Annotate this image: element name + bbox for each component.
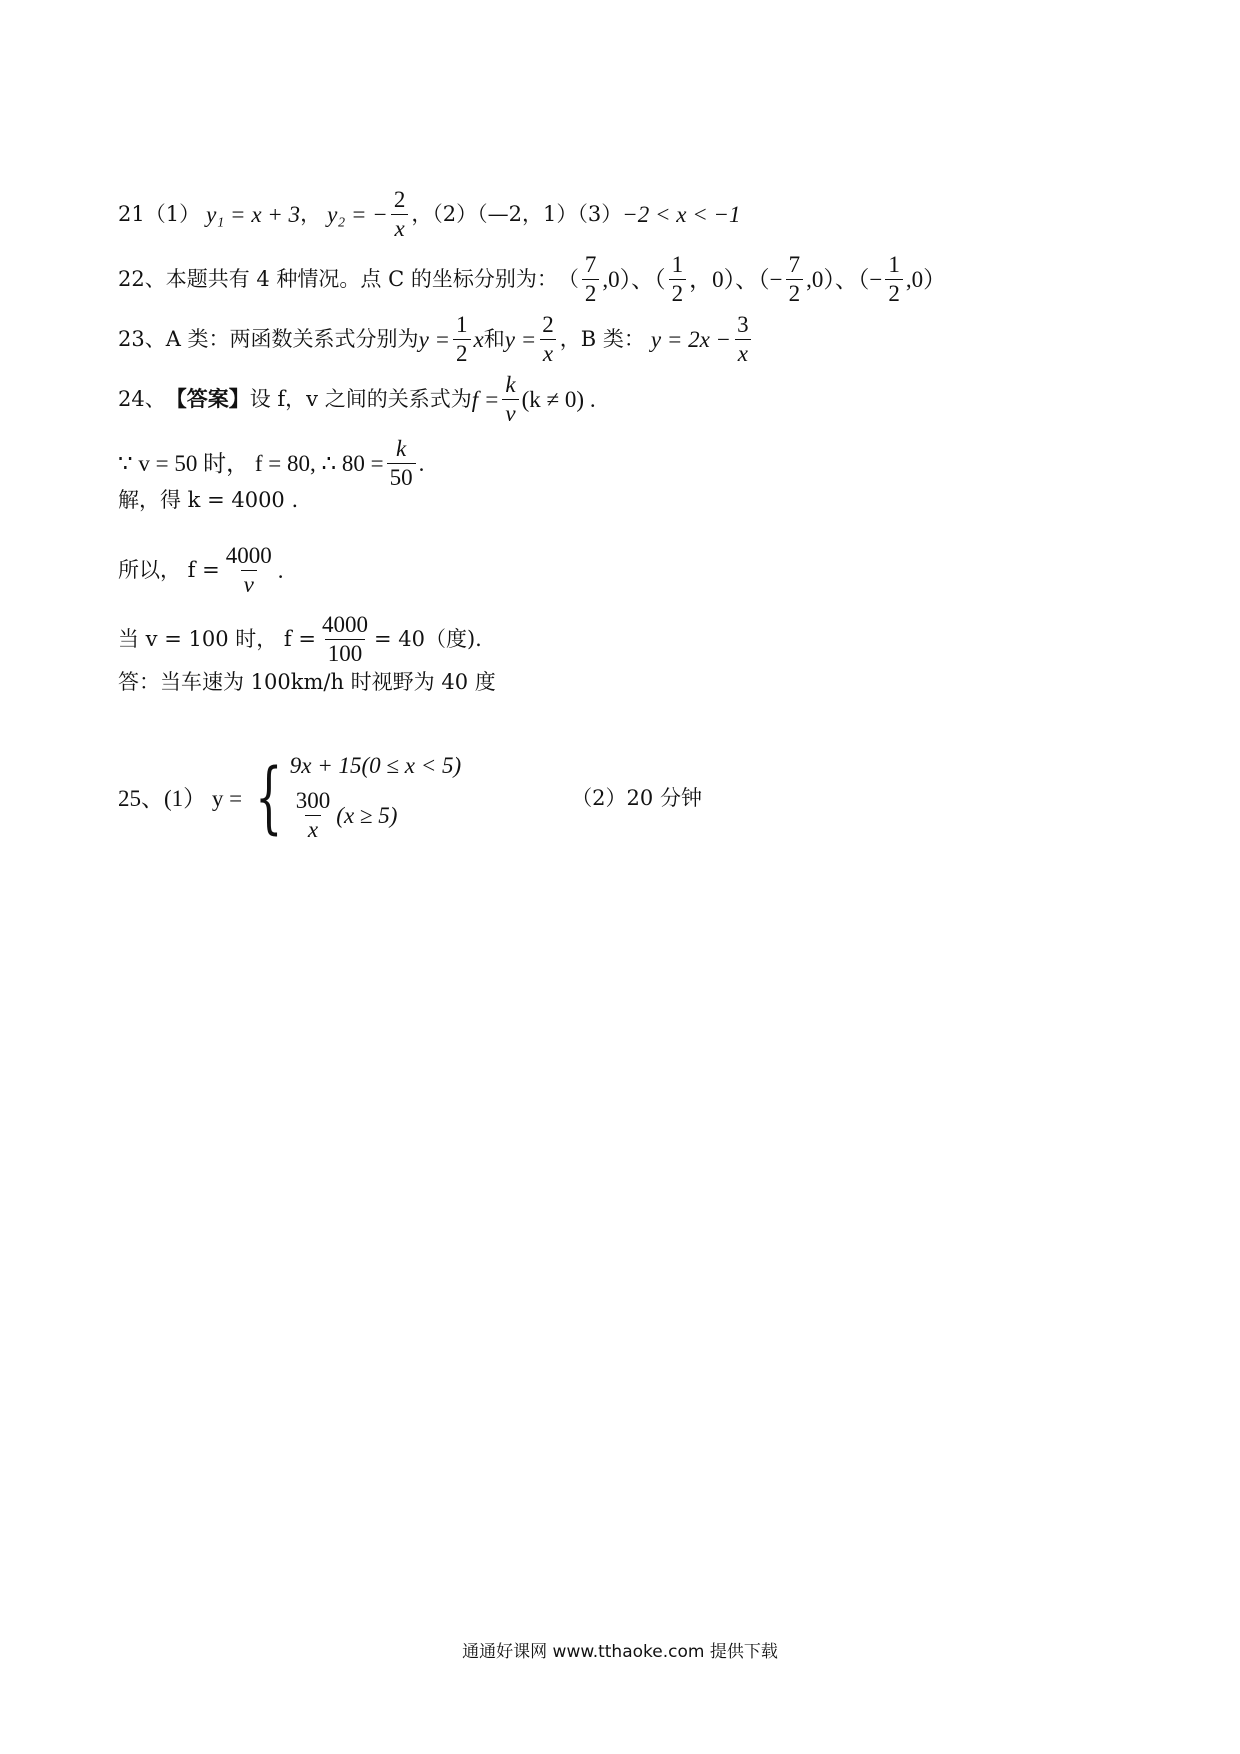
answer-24-line5 (118, 613, 482, 666)
q22-c2-fraction (669, 253, 687, 306)
fraction-numerator: 1 (671, 252, 684, 277)
q23-f2-lhs: y = (504, 327, 537, 353)
q24-number: 24、 (118, 387, 166, 412)
q23-f1-fraction (453, 313, 471, 366)
fraction-denominator: 2 (582, 279, 600, 306)
fraction-numerator: 300 (295, 788, 331, 813)
fraction-denominator: 100 (325, 639, 366, 666)
answer-label: 【答案】 (165, 387, 250, 412)
fraction-numerator: 4000 (321, 612, 368, 637)
fraction-denominator: 2 (786, 279, 804, 306)
q21-part3: −2 < x < −1 (622, 202, 741, 228)
q23-text: 23、A 类：两函数关系式分别为 (118, 327, 419, 352)
answer-24-line3 (118, 490, 298, 511)
fraction-denominator: v (241, 570, 257, 597)
q24-line5-end: = 40（度). (373, 627, 482, 652)
fraction-denominator: 2 (885, 279, 903, 306)
fraction-numerator: 1 (456, 312, 468, 337)
answer-21 (118, 188, 741, 241)
q25-lhs: 25、(1） y = (118, 785, 243, 811)
q25-part2: （2）20 分钟 (571, 785, 702, 810)
left-brace: { (255, 753, 283, 844)
q22-c1-rest: ,0）、（ (602, 267, 666, 293)
fraction-denominator: x (735, 339, 751, 366)
fraction-denominator: x (305, 815, 321, 842)
q24-f-rest: (k ≠ 0) . (521, 387, 596, 413)
q21-separator: ， (300, 202, 322, 227)
answer-23 (118, 313, 755, 366)
q23-and: 和 (483, 327, 505, 352)
q24-line2-fraction (387, 437, 416, 490)
q23-f1-lhs: y = (418, 327, 451, 353)
q24-line4: 所以， f = (118, 558, 220, 583)
q23-f3-lhs: y = 2x − (650, 327, 732, 353)
fraction-denominator: 50 (387, 463, 416, 490)
q23-f1-rest: x (473, 327, 484, 353)
fraction-numerator: k (395, 436, 407, 461)
q24-line6: 答：当车速为 100km/h 时视野为 40 度 (118, 670, 496, 694)
case-1: 9x + 15(0 ≤ x < 5) (289, 753, 462, 778)
fraction-denominator: 2 (669, 279, 687, 306)
fraction-denominator: x (391, 214, 407, 241)
q22-c4-rest: ,0） (905, 267, 947, 293)
q24-f-lhs: f = (471, 387, 500, 413)
case-2-fraction (293, 789, 334, 842)
fraction-numerator: 4000 (225, 543, 272, 568)
piecewise-cases (290, 754, 461, 842)
answer-25 (118, 754, 702, 842)
q24-line3: 解，得 k = 4000 . (118, 488, 299, 512)
answer-24 (118, 373, 596, 426)
q22-c2-rest: ，0）、（− (689, 267, 783, 293)
answer-24-line6 (118, 672, 496, 693)
fraction-numerator: 1 (888, 252, 900, 277)
q21-y2-lhs: y₂ = − (327, 202, 388, 228)
q24-line2-end: . (418, 451, 425, 477)
q23-f2-fraction (539, 313, 557, 366)
fraction-numerator: 3 (737, 312, 749, 337)
fraction-numerator: 7 (788, 252, 801, 277)
q24-line5: 当 v = 100 时， f = (118, 627, 316, 652)
q22-c3-fraction (786, 253, 804, 306)
q24-f-fraction (502, 373, 518, 426)
q22-c3-rest: ,0）、（− (806, 267, 883, 293)
q24-line4-fraction (223, 544, 275, 597)
answer-24-line2 (118, 437, 424, 490)
q21-y2-fraction (391, 188, 409, 241)
fraction-denominator: 2 (453, 339, 471, 366)
fraction-numerator: 7 (584, 252, 597, 277)
case-2-rest: (x ≥ 5) (336, 803, 398, 829)
answer-22 (118, 253, 946, 306)
q22-paren: （ (557, 267, 579, 292)
page-footer: 通通好课网 www.tthaoke.com 提供下载 (462, 1642, 778, 1662)
q22-text: 22、本题共有 4 种情况。点 C 的坐标分别为： (118, 267, 558, 292)
q21-number: 21（1） (118, 202, 201, 227)
fraction-denominator: x (540, 339, 556, 366)
q21-part2: ，（2）（—2，1）（3） (411, 202, 623, 227)
q24-text: 设 f，v 之间的关系式为 (249, 387, 472, 412)
q22-c4-fraction (885, 253, 903, 306)
q24-line5-fraction (319, 613, 371, 666)
q23-f3-fraction (734, 313, 752, 366)
fraction-numerator: 2 (393, 187, 406, 212)
q22-c1-fraction (582, 253, 600, 306)
q21-y1: y₁ = x + 3 (206, 202, 301, 228)
case-2 (290, 789, 461, 842)
fraction-numerator: 2 (542, 312, 554, 337)
q23-btext: ，B 类： (559, 327, 645, 352)
q24-line4-end: . (277, 558, 284, 584)
answer-24-line4 (118, 544, 283, 597)
q24-line2: ∵ v = 50 时， f = 80, ∴ 80 = (118, 451, 384, 477)
fraction-denominator: v (502, 399, 518, 426)
fraction-numerator: k (505, 372, 516, 397)
